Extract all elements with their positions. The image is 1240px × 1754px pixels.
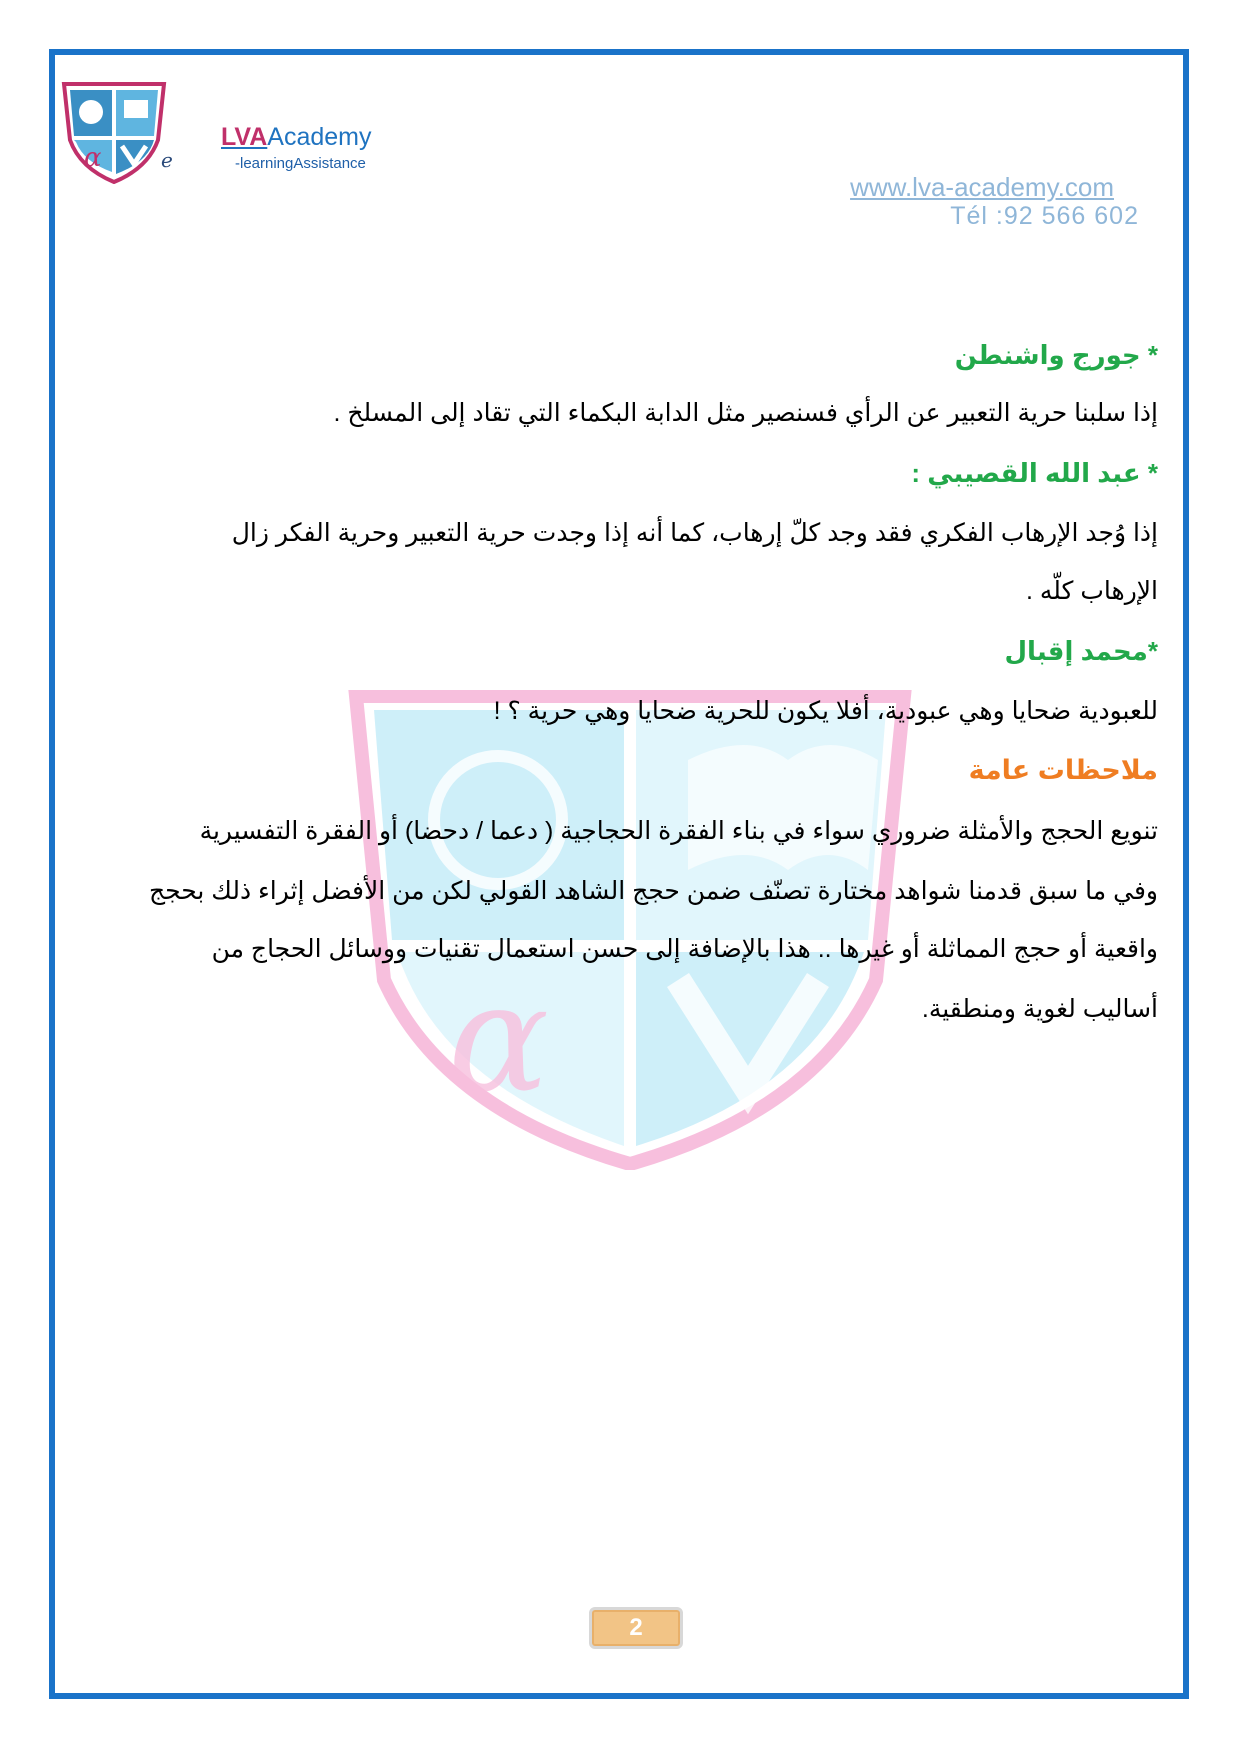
section-heading-notes: ملاحظات عامة [968,755,1158,785]
brand-lva: LVA [221,123,268,151]
page-number-badge: 2 [589,1607,683,1649]
website-link[interactable]: www.lva-academy.com [850,172,1114,202]
svg-text:α: α [448,952,550,1126]
shield-watermark-icon [348,690,912,1170]
svg-text:α: α [84,143,102,173]
quote-text-qusaibi-cont: الإرهاب كلّه . [1025,577,1158,605]
quote-text-iqbal: للعبودية ضحايا وهي عبودية، أفلا يكون للحرية ضحايا وهي حرية ؟ ! [493,697,1158,725]
shield-logo-icon [58,80,170,184]
quote-author-washington: * جورج واشنطن [954,340,1158,370]
quote-text-qusaibi: إذا وُجد الإرهاب الفكري فقد وجد كلّ إرهاب، كما أنه إذا وجدت حرية التعبير وحرية الفكر زال [231,519,1158,547]
logo-mark: e [161,148,173,172]
notes-paragraph-line: واقعية أو حجج المماثلة أو غيرها .. هذا بالإضافة إلى حسن استعمال تقنيات ووسائل الحجاج من [211,935,1158,963]
brand-tagline: -learningAssistance [235,155,366,172]
quote-author-qusaibi: * عبد الله القصيبي : [911,458,1158,488]
notes-paragraph-line: تنويع الحجج والأمثلة ضروري سواء في بناء الفقرة الحجاجية ( دعما / دحضا) أو الفقرة التفسيرية [199,817,1158,845]
phone-number: Tél :92 566 602 [950,202,1139,230]
notes-paragraph-line: أساليب لغوية ومنطقية. [921,995,1158,1023]
brand-academy: Academy [267,123,372,151]
brand-name [221,122,372,152]
notes-paragraph-line: وفي ما سبق قدمنا شواهد مختارة تصنّف ضمن حجج الشاهد القولي لكن من الأفضل إثراء ذلك بحجج [148,877,1158,905]
quote-author-iqbal: *محمد إقبال [1004,636,1158,666]
quote-text-washington: إذا سلبنا حرية التعبير عن الرأي فسنصير مثل الدابة البكماء التي تقاد إلى المسلخ . [333,399,1158,427]
